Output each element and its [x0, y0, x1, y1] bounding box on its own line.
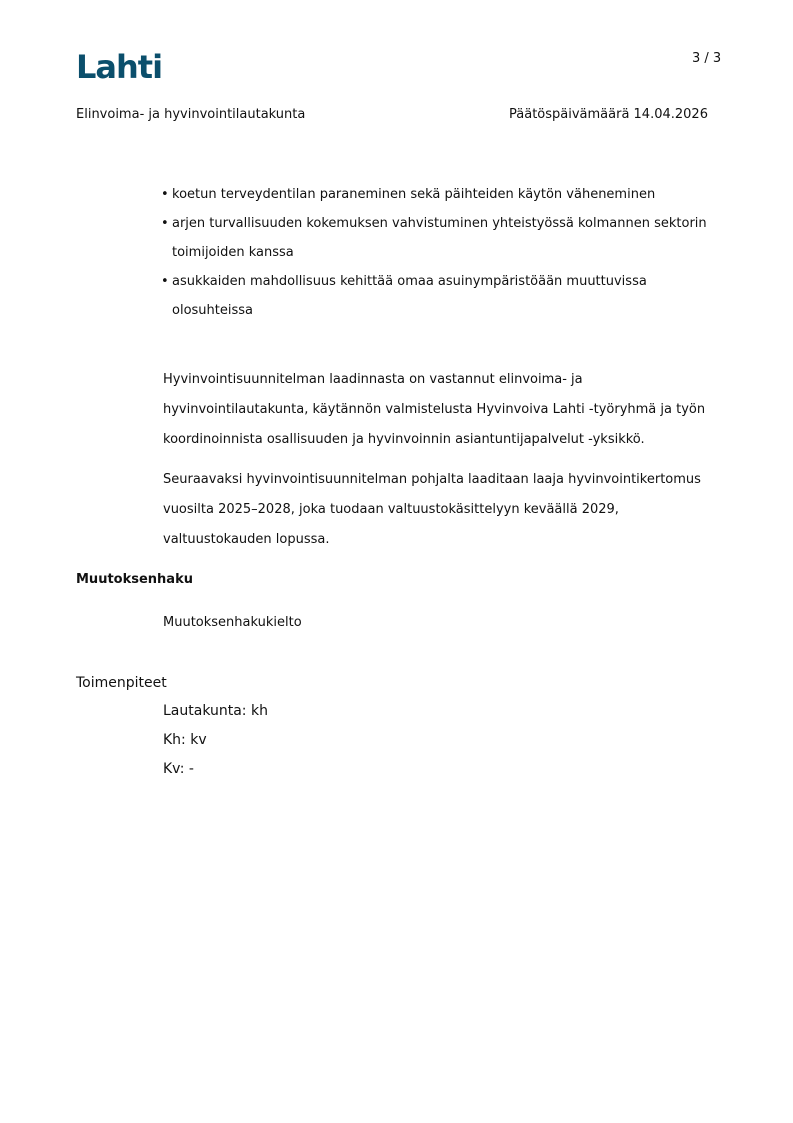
lahti-logo — [76, 48, 168, 82]
decision-date: Päätöspäivämäärä 14.04.2026 — [509, 107, 708, 122]
goal-item: • asukkaiden mahdollisuus kehittää omaa asuinympäristöään muuttuvissa olosuhteissa — [161, 267, 721, 325]
goal-list — [161, 180, 721, 325]
goal-item: • koetun terveydentilan paraneminen sekä päihteiden käytön väheneminen — [161, 180, 721, 209]
appeal-heading: Muutoksenhaku — [76, 572, 193, 587]
goal-item: • arjen turvallisuuden kokemuksen vahvistuminen yhteistyössä kolmannen sektorin toimijoiden kanssa — [161, 209, 721, 267]
measure-item: Kh: kv — [163, 732, 207, 748]
page-number: 3 / 3 — [692, 51, 722, 66]
next-steps-paragraph: Seuraavaksi hyvinvointisuunnitelman pohjalta laaditaan laaja hyvinvointikertomus vuosilta 2025–2028, joka tuodaan valtuustokäsittelyyn keväällä 2029, valtuustokauden lopussa. — [163, 472, 701, 547]
measure-item: Kv: - — [163, 761, 194, 777]
lahti-logo-text: Lahti — [76, 48, 163, 82]
measure-item: Lautakunta: kh — [163, 703, 268, 719]
appeal-text: Muutoksenhakukielto — [163, 615, 302, 630]
measures-heading: Toimenpiteet — [76, 675, 167, 691]
committee-name: Elinvoima- ja hyvinvointilautakunta — [76, 107, 306, 122]
measures-list — [163, 697, 268, 784]
responsibility-paragraph: Hyvinvointisuunnitelman laadinnasta on vastannut elinvoima- ja hyvinvointilautakunta, käytännön valmistelusta Hyvinvoiva Lahti -työryhmä ja työn koordinoinnista osallisuuden ja hyvinvoinnin asiantuntijapalvelut -yksikkö. — [163, 372, 706, 447]
